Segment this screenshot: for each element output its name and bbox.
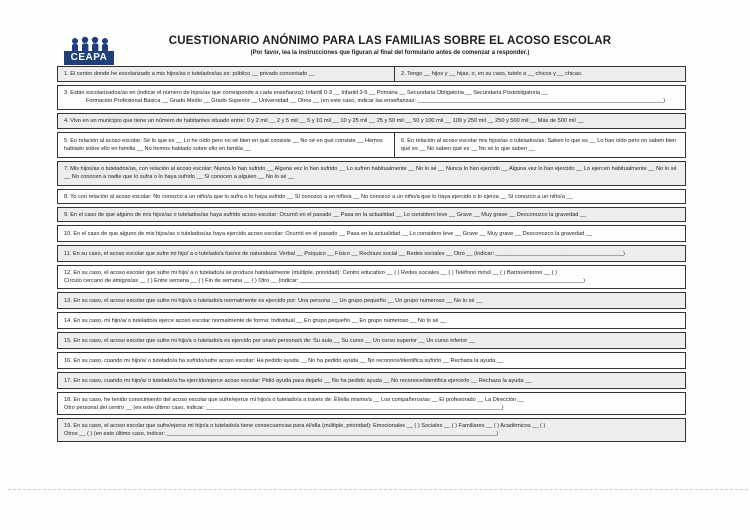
question-6[interactable]: 6. En relación al acoso escolar mis hijos/as o tutelados/as: Saben lo que es __ Lo han oído pero no saben bien qué es __ No saben qué es __ No sé lo que saben __ xyxy=(401,138,677,152)
question-row-15 xyxy=(57,332,686,349)
question-17[interactable]: 17. En su caso, cuando mi hijo/a/ o tutelado/a ha ejercido/ejerce acoso escolar: Pidió ayuda para dejarlo __ No ha pedido ayuda __ No reconoce/identifica ejercerlo __ Rechaza la ayuda __ xyxy=(64,377,532,384)
question-18-line-1[interactable]: 18. En su caso, he tenido conocimiento del acoso escolar que sufre/ejerce mi hijo/a o tutelado/a a través de: Él/ella mismo/a __ Los compañeros/as __ El profesorado __ La Dirección __ xyxy=(64,397,524,403)
question-2[interactable]: 2. Tengo __ hijos y __ hijas, o, en su caso, tutelo a __ chicos y __ chicas. xyxy=(401,71,583,77)
question-row-3 xyxy=(57,85,686,110)
question-4[interactable]: 4. Vivo en un municipio que tiene un número de habitantes situado entre: 0 y 2 mil __ 2 y 5 mil __ 5 y 10 mil __ 10 y 25 mil __ 25 y 50 mil __ 50 y 100 mil __ 100 y 250 mil __ 250 y 500 mil __ Más de 500 mil __ xyxy=(64,118,584,124)
question-16[interactable]: 16. En su caso, cuando mi hijo/a/ o tutelado/a ha sufrido/sufre acoso escolar: Ha pedido ayuda __ No ha pedido ayuda __ No reconoce/identifica sufrirlo __ Rechaza la ayuda __ xyxy=(64,357,504,364)
question-row-19 xyxy=(57,418,686,442)
page-subtitle: (Por favor, lea la instrucciones que figuran al final del formulario antes de comenzar a responder.) xyxy=(250,50,530,56)
question-15[interactable]: 15. En su caso, el acoso escolar que sufre mi hijo/a o tutelado/a es ejercido por una/s persona/s de: Su aula __ Su curso __ Un curso superior __ Un curso inferior __ xyxy=(64,337,476,344)
question-row-4 xyxy=(57,113,686,129)
question-row-11 xyxy=(57,245,686,262)
page-title: CUESTIONARIO ANÓNIMO PARA LAS FAMILIAS SOBRE EL ACOSO ESCOLAR xyxy=(168,35,612,47)
question-13[interactable]: 13. En su caso, el acoso escolar que sufre mi hijo/a o tutelado/a normalmente es ejercido por: Una persona __ Un grupo pequeño __ Un grupo numeroso __ No lo sé __ xyxy=(64,297,483,304)
question-12-line-2[interactable]: Círculo cercano de amigos/as __ ( ) Entre semana __ ( ) Fin de semana __ ( ) Otro __ (indicar: ___________________________________________________________________________________________) xyxy=(64,278,585,284)
question-10[interactable]: 10. En el caso de que alguno de mis hijos/as o tutelados/as haya ejercido acoso escolar: Ocurrió en el pasado __ Pasa en la actualidad __ Lo considero leve __ Grave __ Muy grave __ Desconozco la gravedad __ xyxy=(64,230,593,237)
question-3-line-2[interactable]: Formación Profesional Básica __ Grado Medio __ Grado Superior __ Universidad __ Otros __ (en este caso, indicar las enseñanzas: _______________________________________________________________________________) xyxy=(86,98,666,104)
question-7[interactable]: 7. Mis hijos/as o tutelados/as, con relación al acoso escolar: Nunca lo han sufrido __ Alguna vez lo han sufrido __ Lo sufren habitualmente __ No lo sé __ Nunca lo han ejercido __ Alguna vez lo han ejercido __ Lo ejercen habitualmente __ No lo sé __ No conocen a nadie que lo sufra o lo haya sufrido __ Sí conocen a alguien __ No lo sé __ xyxy=(64,166,677,180)
question-19-line-2[interactable]: Otros __ ( ) (en este último caso, indicar: __________________________________________________________________________________________________________) xyxy=(64,431,499,437)
question-19-line-1[interactable]: 19. En su caso, el acoso escolar que sufre/ejerce mi hijo/a o tutelado/a tiene consecuencias para él/ella (múltiple, prioridad): Emocionales __ ( ) Sociales __ ( ) Familiares __ ( ) Académicos __ ( ) xyxy=(64,423,546,429)
question-row-8 xyxy=(57,189,686,204)
question-row-18 xyxy=(57,392,686,415)
question-row-5-6 xyxy=(57,132,686,158)
question-1[interactable]: 1. El centro donde he escolarizado a mis hijos/as o tutelados/as es: público __ privado concertado __ xyxy=(64,71,315,77)
people-logo-icon xyxy=(68,36,112,52)
logo-text: CEAPA xyxy=(64,51,114,65)
question-row-16 xyxy=(57,352,686,369)
question-11[interactable]: 11. En su caso, el acoso escolar que sufre mi hijo/ a o tutelado/a fue/es de naturaleza: Verbal __ Psíquico __ Físico __ Rechazo social __ Redes sociales __ Otro __ (indicar: _________________________________________) xyxy=(64,250,625,257)
question-row-9 xyxy=(57,207,686,222)
question-12-line-1[interactable]: 12. En su caso, el acoso escolar que sufre mi hijo/ a o tutelado/a se produce habitualmente (múltiple, prioridad): Centro educativo __ ( ) Redes sociales __ ( ) Teléfono móvil __ ( ) Barrio/entorno __ ( ) xyxy=(64,270,558,276)
question-9[interactable]: 9. En el caso de que alguno de mis hijos/as o tutelados/as haya sufrido acoso escolar: Ocurrió en el pasado __ Pasa en la actualidad __ Lo considero leve __ Grave __ Muy grave __ Desconozco la gravedad __ xyxy=(64,211,587,218)
question-row-12 xyxy=(57,265,686,289)
question-14[interactable]: 14. En su caso, mi hijo/a/ o tutelado/a ejerce acoso escolar normalmente de forma: Individual __ En grupo pequeño __ En grupo numeroso __ No lo sé __ xyxy=(64,317,447,324)
question-8[interactable]: 8. Yo con relación al acoso escolar: No conozco a un niño/a que lo sufra o lo haya sufrido __ Sí conozco a un niño/a __ No conozco a un niño/a que lo haya ejercido o lo ejerza __ Sí conozco a un niño/a __ xyxy=(64,193,573,200)
question-3-line-1[interactable]: 3. Están escolarizados/as en (indicar el número de hijos/as que corresponde a cada enseñanza): Infantil 0-3 __ Infantil 3-6 __ Primaria __ Secundaria Obligatoria __ Secundaria Postobligatoria __ xyxy=(64,90,548,96)
question-row-10 xyxy=(57,225,686,242)
question-row-17 xyxy=(57,372,686,389)
question-5[interactable]: 5. En relación al acoso escolar: Sé lo que es __ Lo he oído pero no sé bien en qué consiste __ No sé en qué consiste __ Hemos hablado sobre ello en familia __ No hemos hablado sobre ello en familia __ xyxy=(64,138,383,152)
ceapa-logo xyxy=(64,36,116,66)
question-row-7 xyxy=(57,161,686,186)
question-row-14 xyxy=(57,312,686,329)
page-bottom-divider xyxy=(8,489,748,490)
question-row-13 xyxy=(57,292,686,309)
question-row-1-2 xyxy=(57,66,686,82)
question-18-line-2[interactable]: Otro personal del centro __ (en este último caso, indicar: _______________________________________________________________________________________________) xyxy=(64,405,504,411)
